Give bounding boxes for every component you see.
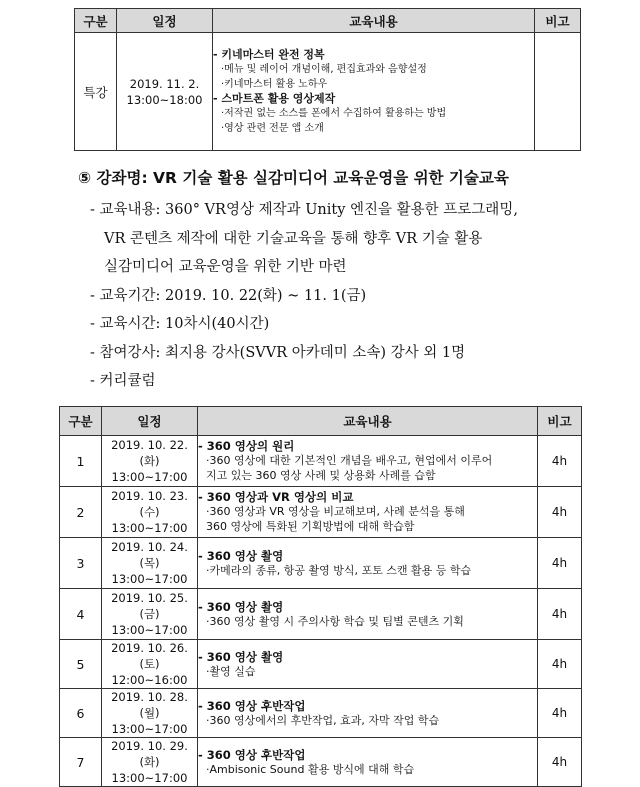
- row-schedule: [117, 33, 213, 151]
- row-content: [198, 738, 538, 787]
- row-date: 2019. 10. 29.(화): [111, 739, 188, 769]
- row-schedule: [102, 436, 198, 487]
- header-content: 교육내용: [213, 9, 535, 33]
- bullet-time: - 교육시간: 10차시(40시간): [90, 316, 270, 332]
- table-header-row: [60, 407, 582, 436]
- row-content: [213, 33, 535, 151]
- row-content: [198, 640, 538, 689]
- topic-title: - 360 영상 후반작업: [198, 747, 306, 762]
- row-time: 12:00~16:00: [111, 673, 188, 687]
- row-content: [198, 689, 538, 738]
- row-date: 2019. 10. 22.(화): [111, 438, 188, 468]
- topic-title: - 스마트폰 활용 영상제작: [213, 91, 336, 105]
- row-date: 2019. 10. 23.(수): [111, 489, 188, 519]
- header-category: 구분: [75, 9, 117, 33]
- topic-title: - 360 영상 촬영: [198, 649, 284, 664]
- row-schedule: [102, 738, 198, 787]
- row-time: 13:00~17:00: [111, 722, 188, 736]
- content-line-3: 실감미디어 교육운영을 위한 기반 마련: [104, 259, 347, 275]
- row-date: 2019. 10. 28.(월): [111, 690, 188, 720]
- topic-desc: ·카메라의 종류, 항공 촬영 방식, 포토 스캔 활용 등 학습: [206, 563, 472, 577]
- header-note: 비고: [538, 407, 582, 436]
- curriculum-table: [59, 406, 582, 787]
- topic-title: - 360 영상 촬영: [198, 548, 284, 563]
- bullet-period: - 교육기간: 2019. 10. 22(화) ~ 11. 1(금): [90, 287, 367, 304]
- row-number: 4: [60, 589, 102, 640]
- topic-title: - 360 영상 후반작업: [198, 698, 306, 713]
- header-schedule: 일정: [117, 9, 213, 33]
- row-note: 4h: [538, 738, 582, 787]
- row-note: 4h: [538, 589, 582, 640]
- table-row: [60, 640, 582, 689]
- row-content: [198, 487, 538, 538]
- row-number: 2: [60, 487, 102, 538]
- topic-title: - 키네마스터 완전 정복: [213, 47, 325, 61]
- table-row: [60, 689, 582, 738]
- row-number: 7: [60, 738, 102, 787]
- row-schedule: [102, 640, 198, 689]
- row-schedule: [102, 589, 198, 640]
- row-content: [198, 589, 538, 640]
- topic-title: - 360 영상과 VR 영상의 비교: [198, 490, 354, 504]
- row-time: 13:00~17:00: [111, 771, 188, 785]
- topic-desc: ·360 영상에 대한 기본적인 개념을 배우고, 현업에서 이루어 지고 있는 360 영상 사례 및 상용화 사례를 습함: [206, 454, 493, 482]
- row-time: 13:00~18:00: [126, 92, 203, 107]
- row-date: 2019. 10. 26.(토): [111, 641, 188, 671]
- content-line-2: VR 콘텐츠 제작에 대한 기술교육을 통해 향후 VR 기술 활용: [104, 230, 483, 247]
- row-number: 1: [60, 436, 102, 487]
- row-note: 4h: [538, 689, 582, 738]
- course-title: ⑤ 강좌명: VR 기술 활용 실감미디어 교육운영을 위한 기술교육: [78, 169, 509, 187]
- row-time: 13:00~17:00: [111, 470, 188, 484]
- topic-desc: ·360 영상과 VR 영상을 비교해보며, 사례 분석을 통해 360 영상에 특화된 기획방법에 대해 학습함: [206, 505, 465, 533]
- table-row: [75, 33, 581, 151]
- bullet-curriculum: - 커리큘럼: [90, 373, 156, 389]
- table-row: [60, 487, 582, 538]
- topic-desc: ·360 영상에서의 후반작업, 효과, 자막 작업 학습: [206, 713, 440, 727]
- topic-title: - 360 영상 촬영: [198, 599, 284, 614]
- table-row: [60, 738, 582, 787]
- row-number: 5: [60, 640, 102, 689]
- row-schedule: [102, 487, 198, 538]
- special-lecture-table: [74, 8, 581, 151]
- header-note: 비고: [535, 9, 581, 33]
- curriculum-body: [60, 436, 582, 787]
- table-row: [60, 436, 582, 487]
- header-category: 구분: [60, 407, 102, 436]
- topic-desc: ·저작권 없는 소스를 폰에서 수집하여 활용하는 방법 ·영상 관련 전문 앱 소개: [221, 107, 447, 134]
- row-date: 2019. 11. 2.: [129, 76, 200, 91]
- row-date: 2019. 10. 24.(목): [111, 540, 188, 570]
- row-category: 특강: [75, 33, 117, 151]
- row-note: 4h: [538, 436, 582, 487]
- row-number: 6: [60, 689, 102, 738]
- content-line-1: - 교육내용: 360° VR영상 제작과 Unity 엔진을 활용한 프로그래밍,: [90, 202, 518, 218]
- row-schedule: [102, 689, 198, 738]
- bullet-instructor: - 참여강사: 최지용 강사(SVVR 아카데미 소속) 강사 외 1명: [90, 344, 466, 361]
- header-schedule: 일정: [102, 407, 198, 436]
- row-number: 3: [60, 538, 102, 589]
- row-content: [198, 436, 538, 487]
- table-row: [60, 589, 582, 640]
- course-section: [78, 166, 598, 396]
- row-content: [198, 538, 538, 589]
- row-note: 4h: [538, 487, 582, 538]
- topic-desc: ·360 영상 촬영 시 주의사항 학습 및 팀별 콘텐츠 기획: [206, 614, 464, 628]
- bullet-content: [78, 196, 598, 282]
- row-note: 4h: [538, 538, 582, 589]
- row-time: 13:00~17:00: [111, 623, 188, 637]
- row-note: 4h: [538, 640, 582, 689]
- row-note: [535, 33, 581, 151]
- table-row: [60, 538, 582, 589]
- header-content: 교육내용: [198, 407, 538, 436]
- row-time: 13:00~17:00: [111, 572, 188, 586]
- row-schedule: [102, 538, 198, 589]
- topic-desc: ·Ambisonic Sound 활용 방식에 대해 학습: [206, 762, 415, 776]
- topic-title: - 360 영상의 원리: [198, 439, 295, 453]
- row-time: 13:00~17:00: [111, 521, 188, 535]
- topic-desc: ·촬영 실습: [206, 664, 256, 678]
- table-header-row: [75, 9, 581, 33]
- topic-desc: ·메뉴 및 레이어 개념이해, 편집효과와 음향설정 ·키네마스터 활용 노하우: [221, 63, 427, 90]
- row-date: 2019. 10. 25.(금): [111, 591, 188, 621]
